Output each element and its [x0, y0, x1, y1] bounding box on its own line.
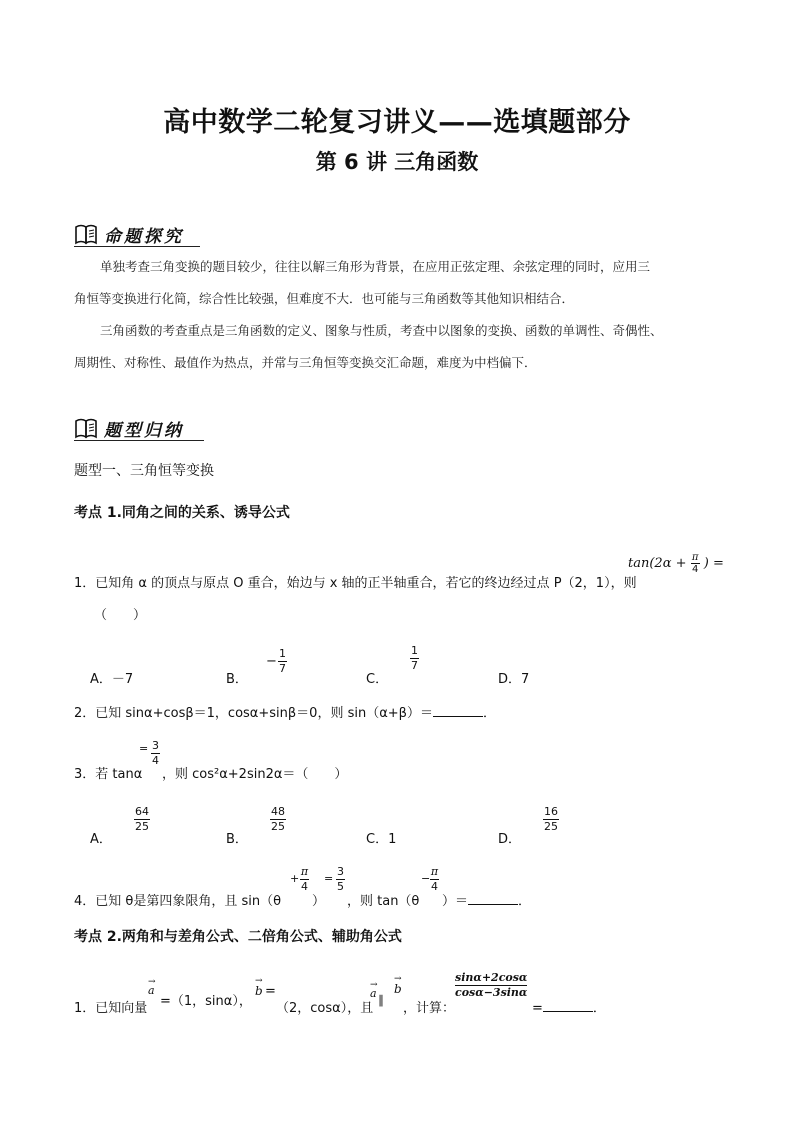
- q5-eq1: =（1，sinα），: [160, 994, 252, 1009]
- page-title: 高中数学二轮复习讲义——选填题部分: [163, 107, 631, 138]
- section-header-explore: [74, 220, 184, 248]
- q1-option-c-fraction: 1 7: [411, 644, 418, 672]
- book-icon: [74, 417, 98, 439]
- q4-eq: =: [324, 872, 334, 885]
- q4-fraction-pi-4: π 4: [300, 865, 309, 893]
- section-label-explore: 命题探究: [104, 226, 184, 247]
- q4-answer-blank[interactable]: [468, 904, 518, 905]
- lecture-subtitle: 第 6 讲 三角函数: [315, 150, 479, 174]
- q1-option-b-label: B．: [226, 672, 248, 687]
- q4-text-mid: ，则 tan（θ: [347, 894, 420, 909]
- q3-option-a-label: A．: [90, 832, 112, 847]
- q3-option-c: C．1: [366, 832, 397, 847]
- vector-a-parallel: → a: [370, 980, 378, 1000]
- q1-option-c-label: C．: [366, 672, 389, 687]
- q3-option-a-fraction: 64 25: [135, 805, 149, 833]
- q3-fraction: 3 4: [152, 739, 159, 767]
- q4-plus: +: [290, 872, 300, 885]
- q4-close-paren: ）: [312, 894, 326, 909]
- vector-b-parallel: → b: [394, 974, 402, 996]
- q4-fraction-3-5: 3 5: [337, 865, 344, 893]
- intro-paragraph-1-line-1: 单独考查三角变换的题目较少，往往以解三角形为背景，在应用正弦定理、余弦定理的同时，应用三: [100, 259, 651, 274]
- q1-option-a: A．－7: [90, 672, 134, 687]
- q3-text-suffix: ，则 cos²α+2sin2α＝（ ）: [162, 767, 348, 782]
- intro-paragraph-2-line-2: 周期性、对称性、最值作为热点，并常与三角恒等变换交汇命题，难度为中档偏下．: [74, 355, 537, 370]
- intro-paragraph-1-line-2: 角恒等变换进行化简，综合性比较强，但难度不大．也可能与三角函数等其他知识相结合．: [74, 291, 575, 306]
- parallel-symbol: ∥: [378, 993, 384, 1007]
- q4-minus: −: [421, 872, 431, 885]
- q1-answer-paren: （ ）: [94, 608, 147, 623]
- q3-option-d-label: D．: [498, 832, 522, 847]
- q5-answer-blank[interactable]: [543, 1011, 593, 1012]
- q3-eq: =: [139, 742, 149, 755]
- q5-calc-label: ，计算：: [403, 1001, 456, 1016]
- q1-text: 1．已知角 α 的顶点与原点 O 重合，始边与 x 轴的正半轴重合，若它的终边经过点 P（2，1），则: [74, 576, 637, 591]
- q4-fraction-pi-4-b: π 4: [430, 865, 439, 893]
- q3-option-b-label: B．: [226, 832, 248, 847]
- q2-text: 2．已知 sinα+cosβ＝1，cosα+sinβ＝0，则 sin（α+β）＝ ．: [74, 706, 496, 721]
- q4-text-close: ）＝ ．: [442, 894, 532, 909]
- q1-option-b-sign: −: [266, 654, 277, 669]
- section-underline: [74, 440, 204, 441]
- q4-text-prefix: 4．已知 θ是第四象限角，且 sin（θ: [74, 894, 282, 909]
- q5-fraction: sinα+2cosα cosα−3sinα: [455, 971, 528, 999]
- q1-expression: tan(2α + $\frac{\pi}{4}$ ) =: [628, 552, 724, 575]
- point-heading-2: 考点 2.两角和与差角公式、二倍角公式、辅助角公式: [74, 929, 402, 945]
- q3-option-b-fraction: 48 25: [271, 805, 285, 833]
- q1-option-b-fraction: 1 7: [279, 647, 286, 675]
- q5-eq2: =: [265, 984, 276, 999]
- q5-text-prefix: 1．已知向量: [74, 1001, 148, 1016]
- book-icon: [74, 223, 98, 245]
- section-underline: [74, 246, 200, 247]
- type-heading: 题型一、三角恒等变换: [74, 463, 214, 479]
- intro-paragraph-2-line-1: 三角函数的考查重点是三角函数的定义、图象与性质，考查中以图象的变换、函数的单调性、奇偶性、: [100, 323, 663, 338]
- vector-b: → b: [255, 976, 263, 998]
- q5-answer: = ．: [532, 1001, 606, 1016]
- q3-option-d-fraction: 16 25: [544, 805, 558, 833]
- vector-a: → a: [148, 977, 156, 997]
- q3-text-prefix: 3．若 tanα: [74, 767, 143, 782]
- q5-b-value: （2，cosα），且: [276, 1001, 374, 1016]
- q2-answer-blank[interactable]: [433, 716, 483, 717]
- q1-option-d: D．7: [498, 672, 530, 687]
- section-header-summary: [74, 414, 184, 442]
- point-heading-1: 考点 1.同角之间的关系、诱导公式: [74, 505, 290, 521]
- section-label-summary: 题型归纳: [104, 420, 184, 441]
